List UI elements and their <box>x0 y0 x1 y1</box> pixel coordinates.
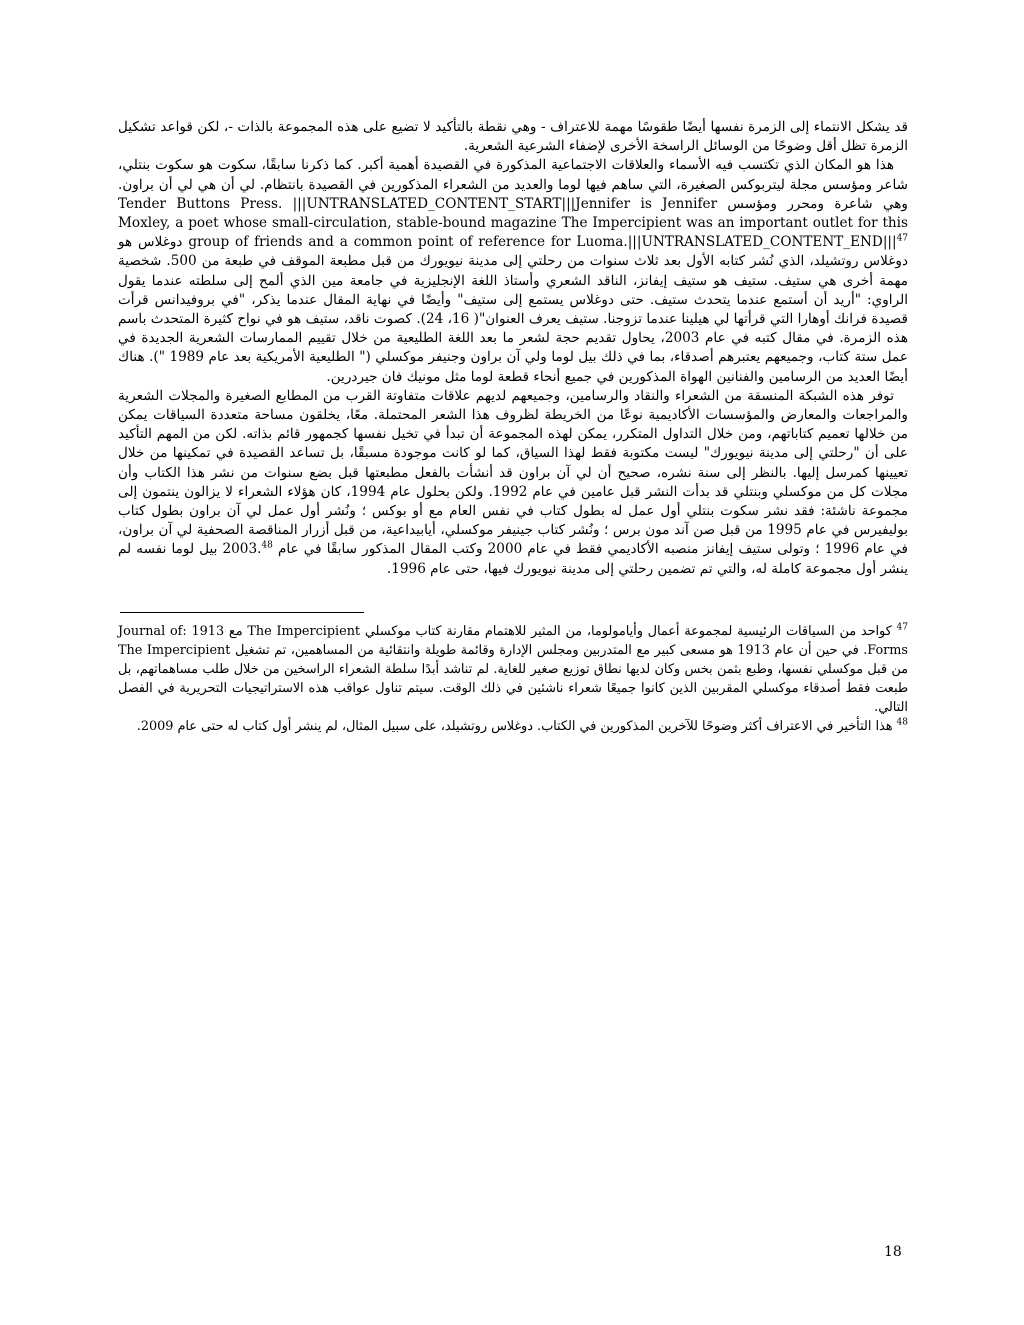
page-number: 18 <box>884 1244 902 1260</box>
paragraph-2-untranslated-english: Tender Buttons Press. |||UNTRANSLATED_CONTENT_START|||Jennifer is Jennifer Moxley, a poet whose small-circulation, stable-bound magazine The Impercipient was an important outlet for this group of friends and a common point of reference for Luoma.|||UNTRANSLATED_CONTENT_END||| <box>118 195 908 251</box>
paragraph-2-arabic-start: هذا هو المكان الذي تكتسب فيه الأسماء والعلاقات الاجتماعية المذكورة في القصيدة أهمية أكبر. كما ذكرنا سابقًا، سكوت هو سكوت بنتلي، شاعر ومؤسس مجلة ليتربوكس الصغيرة، التي ساهم فيها لوما والعديد من الشعراء المذكورين في القصيدة بانتظام. لي أن هي لي أن براون. وهي شاعرة ومحرر ومؤسس <box>118 157 909 212</box>
main-text <box>118 118 908 579</box>
paragraph-3-text: توفر هذه الشبكة المنسقة من الشعراء والنقاد والرسامين، وجميعهم لديهم علاقات متفاوتة القرب من المطابع الصغيرة والمجلات الشعرية والمراجعات والمعارض والمؤسسات الأكاديمية نوعًا من الخريطة لظروف هذا الشعر المحتملة. معًا، يخلقون مساحة متعددة السياقات يمكن من خلالها تعميم كتاباتهم، ومن خلال التداول المتكرر، يمكن لهذه المجموعة أن تبدأ في تخيل نفسها كجمهور قائم بذاته. لكن من المهم التأكيد على أن "رحلتي إلى مدينة نيويورك" ليست مكتوبة فقط لهذا السياق، كما لو كانت موجودة مسبقًا، بل تساعد القصيدة في تمكينها من خلال تعيينها كمرسل إليها. بالنظر إلى سنة نشره، صحيح أن لي آن براون قد أنشأت بالفعل مطبعتها قبل بضع سنوات من نشر هذا الكتاب وأن مجلات كل من موكسلي وبنتلي قد بدأت النشر قبل عامين في عام 1992. ولكن بحلول عام 1994، كان هؤلاء الشعراء لا يزالون ينتمون إلى مجموعة ناشئة: فقد نشر سكوت بنتلي أول عمل له بطول كتاب في نفس العام مع أو بوكس ؛ ونُشر أول عمل لي آن براون بطول كتاب بوليفيرس في عام 1995 من قبل صن آند مون برس ؛ ونُشر كتاب جينيفر موكسلي، أيابيداعية، من قبل أزرار المناقصة الصحفية لي آن براون، في عام 1996 ؛ وتولى ستيف إيفانز منصبه الأكاديمي فقط في عام 2000 وكتب المقال المذكور سابقًا في عام 2003. <box>118 387 909 558</box>
footnote-separator <box>120 612 364 613</box>
footnote-48 <box>118 717 908 736</box>
paragraph-2-arabic-end: دوغلاس هو دوغلاس روتشيلد، الذي نُشر كتابه الأول بعد ثلاث سنوات من رحلتي إلى مدينة نيويورك من قبل مطبعة الموقف في طبعة من 500. شخصية مهمة أخرى هي ستيف. ستيف هو ستيف إيفانز، الناقد الشعري وأستاذ اللغة الإنجليزية في جامعة مين الذي ألمح إلى سلطته عندما يقول الراوي: "أريد أن أستمع عندما يتحدث ستيف. حتى دوغلاس يستمع إلى ستيف" وأيضًا في نهاية المقال عندما يذكر، "في بروفيدانس قرأت قصيدة فرانك أوهارا التي قرأتها لي هيلينا عندما تزوجنا. ستيف يعرف العنوان"( 16، 24). كصوت ناقد، ستيف هو في نواح كثيرة المتحدث باسم هذه الزمرة. في مقال كتبه في عام 2003، يحاول تقديم حجة لشعر ما بعد اللغة الطليعية من خلال تقييم الممارسات الشعرية الجديدة في عمل ستة كتاب، وجميعهم يعتبرهم أصدقاء، بما في ذلك بيل لوما ولي آن براون وجنيفر موكسلي (" الطليعية الأمريكية بعد عام 1989 "). هناك أيضًا العديد من الرسامين والفنانين الهواة المذكورين في جميع أنحاء قطعة لوما مثل مونيك فان جيردرين. <box>118 234 908 385</box>
footnote-ref-47: 47 <box>896 233 909 244</box>
paragraph-1: قد يشكل الانتماء إلى الزمرة نفسها أيضًا طقوسًا مهمة للاعتراف - وهي نقطة بالتأكيد لا تضيع على هذه المجموعة بالذات -، لكن قواعد تشكيل الزمرة تظل أقل وضوحًا من الوسائل الراسخة الأخرى لإضفاء الشرعية الشعرية. <box>118 119 908 155</box>
footnotes <box>118 622 908 736</box>
footnote-47-text: كواحد من السياقات الرئيسية لمجموعة أعمال وأيامولوما، من المثير للاهتمام مقارنة كتاب موكسلي The Impercipient مع 1913 :Journal of Forms. في حين أن عام 1913 هو مسعى كبير مع المتدربين ومجلس الإدارة وقائمة طويلة وانتقائية من المساهمين، تم تشغيل The Impercipient من قبل موكسلي نفسها، وطبع بثمن بخس وكان لديها نطاق توزيع صغير للغاية. لم تناشد أبدًا سلطة الشعراء الراسخين من خلال طلب مساهماتهم، بل طبعت فقط أصدقاء موكسلي المقربين الذين كانوا جميعًا شعراء ناشئين في ذلك الوقت. سيتم تناول عواقب هذه الاستراتيجيات التحريرية في الفصل التالي. <box>118 624 908 715</box>
footnote-47 <box>118 622 908 717</box>
paragraph-3 <box>118 387 908 579</box>
footnote-48-text: هذا التأخير في الاعتراف أكثر وضوحًا للآخرين المذكورين في الكتاب. دوغلاس روتشيلد، على سبيل المثال، لم ينشر أول كتاب له حتى عام 2009. <box>136 719 897 734</box>
paragraph-2 <box>118 156 908 386</box>
footnote-48-number: 48 <box>896 717 908 728</box>
paragraph-3-end: بيل لوما نفسه لم ينشر أول مجموعة كاملة له، والتي تم تضمين رحلتي إلى مدينة نيويورك فيها، حتى عام 1996. <box>118 541 908 577</box>
footnote-ref-48: 48 <box>261 540 273 551</box>
footnote-47-number: 47 <box>896 622 908 633</box>
